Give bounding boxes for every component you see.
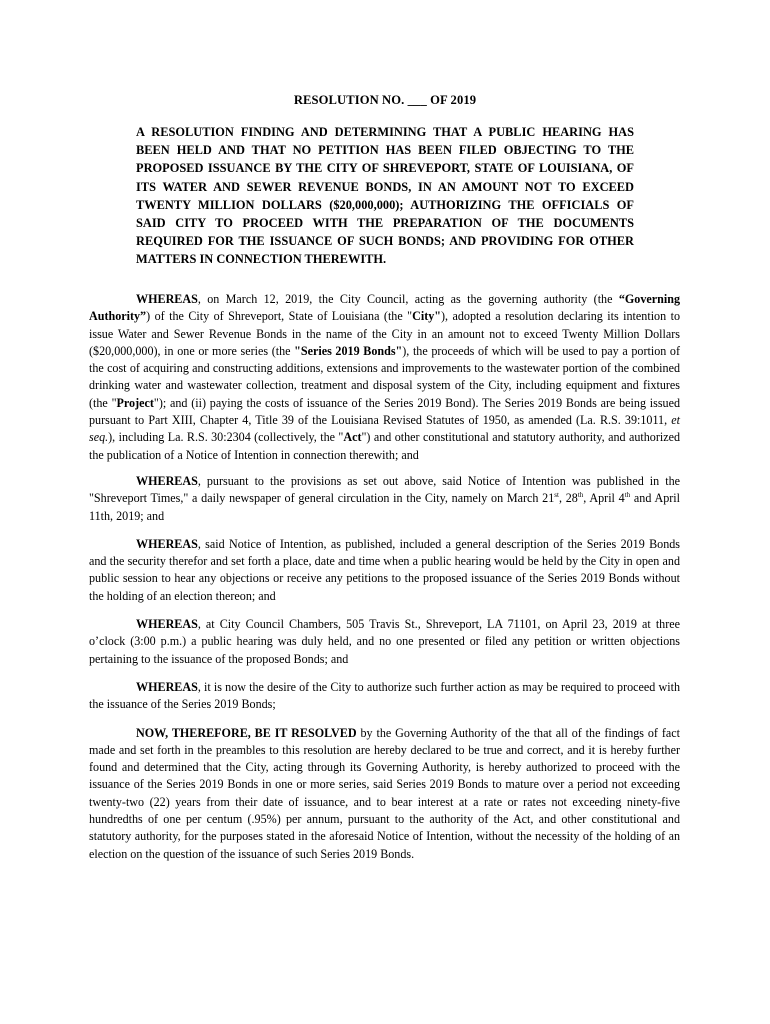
paragraph-text: , pursuant to the provisions as set out above, said Notice of Intention was published in the "Shreveport Times," a daily newspaper of general circulation in the City, namely on March 21 [89,473,680,506]
resolved-lead: NOW, THEREFORE, BE IT RESOLVED [136,725,357,740]
paragraph-text: , it is now the desire of the City to authorize such further action as may be required to proceed with the issuance of the Series 2019 Bonds; [89,679,680,712]
ordinal-suffix: th [624,491,631,500]
paragraph-text: "); and (ii) paying the costs of issuance of the Series 2019 Bond). The Series 2019 Bonds are being issued pursuant to Part XIII, Chapter 4, Title 39 of the Louisiana Revised Statutes of 1950, as amended (La. R.S. 39:1011, [89,395,680,428]
paragraph-text: ), adopted a resolution declaring its intention to issue Water and Sewer Revenue Bonds in the name of the City in an amount not to exceed Twenty Million Dollars ($20,000,000), in one or more series (the [89,309,680,358]
whereas-paragraph-3 [89,536,680,605]
whereas-paragraph-4 [89,616,680,668]
paragraph-text: ), including La. R.S. 30:2304 (collectively, the " [108,430,344,445]
defined-term: “Governing Authority” [89,292,680,324]
paragraph-text: , April 4 [583,491,625,506]
paragraph-text: by the Governing Authority of the that all of the findings of fact made and set forth in the preambles to this resolution are hereby declared to be true and correct, and it is hereby further found and determined that the City, acting through its Governing Authority, is hereby authorized to proceed with the issuance of the Series 2019 Bonds in one or more series, said Series 2019 Bonds to mature over a period not exceeding twenty-two (22) years from their date of issuance, and to bear interest at a rate or rates not exceeding ninety-five hundredths of one per centum (.95%) per annum, pursuant to the authority of the Act, and other constitutional and statutory authority, for the purposes stated in the aforesaid Notice of Intention, without the necessity of the holding of an election on the question of the issuance of such Series 2019 Bonds. [89,725,680,861]
resolution-title: A RESOLUTION FINDING AND DETERMINING THAT A PUBLIC HEARING HAS BEEN HELD AND THAT NO PETITION HAS BEEN FILED OBJECTING TO THE PROPOSED ISSUANCE BY THE CITY OF SHREVEPORT, STATE OF LOUISIANA, OF ITS WATER AND SEWER REVENUE BONDS, IN AN AMOUNT NOT TO EXCEED TWENTY MILLION DOLLARS ($20,000,000); AUTHORIZING THE OFFICIALS OF SAID CITY TO PROCEED WITH THE PREPARATION OF THE DOCUMENTS REQUIRED FOR THE ISSUANCE OF SUCH BONDS; AND PROVIDING FOR OTHER MATTERS IN CONNECTION THEREWITH. [136,125,634,267]
paragraph-text: , on March 12, 2019, the City Council, acting as the governing authority (the [197,292,619,306]
ordinal-suffix: st [554,491,559,500]
whereas-lead: WHEREAS [136,679,198,694]
paragraph-text: ) of the City of Shreveport, State of Louisiana (the " [146,309,413,324]
resolved-paragraph [89,725,680,863]
defined-term: Project [116,395,154,410]
defined-term: "Series 2019 Bonds" [294,343,403,358]
whereas-lead: WHEREAS [136,617,198,632]
paragraph-text: , 28 [558,491,578,506]
whereas-paragraph-2 [89,473,680,525]
whereas-lead: WHEREAS [136,473,198,488]
whereas-paragraph-5 [89,679,680,714]
paragraph-text: , said Notice of Intention, as published, included a general description of the Series 2019 Bonds and the security therefor and set forth a place, date and time when a public hearing would be held by the City in open and public session to hear any objections or receive any petitions to the proposed issuance of the Series 2019 Bonds without the holding of an election thereon; and [89,536,680,603]
defined-term: Act [343,430,362,445]
resolution-number: RESOLUTION NO. ___ OF 2019 [293,93,477,107]
resolution-body [89,291,680,874]
whereas-lead: WHEREAS [136,292,198,306]
whereas-paragraph-1 [89,291,680,464]
defined-term: City" [412,309,441,324]
paragraph-text: ), the proceeds of which will be used to pay a portion of the cost of acquiring and constructing additions, extensions and improvements to the wastewater portion of the combined drinking water and wastewater collection, treatment and disposal system of the City, including equipment and fixtures (the " [89,343,681,410]
paragraph-text: , at City Council Chambers, 505 Travis St., Shreveport, LA 71101, on April 23, 2019 at three o’clock (3:00 p.m.) a public hearing was duly held, and no one presented or filed any petition or written objections pertaining to the issuance of the proposed Bonds; and [89,617,680,666]
paragraph-text: and April 11th, 2019; and [89,491,680,523]
italic-citation: et seq. [89,413,680,445]
ordinal-suffix: th [577,491,584,500]
paragraph-text: ") and other constitutional and statutory authority, and authorized the publication of a Notice of Intention in connection therewith; and [89,430,681,462]
whereas-lead: WHEREAS [136,536,198,551]
